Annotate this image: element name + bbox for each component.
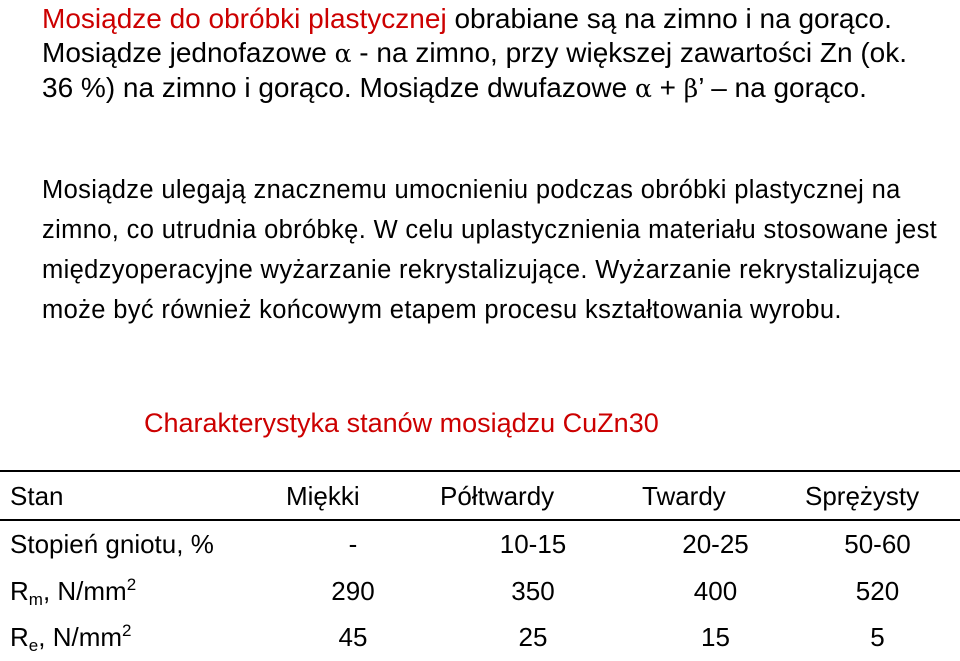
table-cell: 290 [331, 576, 375, 606]
table-cell: 5 [870, 622, 885, 652]
label-superscript: 2 [122, 621, 132, 640]
body-paragraph: Mosiądze ulegają znacznemu umocnieniu podczas obróbki plastycznej na zimno, co utrudnia obróbkę. W celu uplastycznienia materiału stosowane jest międzyoperacyjne wyżarzanie rekrystalizujące. Wyżarzanie rekrystalizujące może być również końcowym etapem procesu kształtowania wyrobu. [42, 176, 938, 324]
table-cell: 350 [511, 576, 555, 606]
beta-symbol: β [683, 74, 699, 103]
intro-text-1: obrabiane są na zimno i na gorąco. Mosiądze jednofazowe [42, 3, 892, 68]
table-cell: 25 [518, 622, 548, 652]
row-label-rm [10, 573, 136, 609]
table-cell: - [348, 529, 358, 559]
table-cell: 20-25 [682, 529, 749, 559]
label-main: R [10, 622, 29, 652]
intro-paragraph [42, 2, 942, 106]
alpha-symbol: α [334, 39, 352, 68]
intro-text-2: - na zimno, przy większej zawartości Zn (ok. 36 %) na zimno i gorąco. Mosiądze dwufazowe [42, 37, 908, 103]
alpha-symbol-2: α [634, 74, 652, 103]
label-subscript: m [28, 590, 43, 609]
table-cell: 50-60 [844, 529, 911, 559]
header-poltwardy: Półtwardy [440, 481, 555, 511]
table-cell: 15 [701, 622, 730, 652]
intro-text-4: ’ – na gorąco. [698, 72, 867, 103]
table-top-rule [0, 470, 960, 472]
label-unit: , N/mm [42, 576, 127, 606]
table-header-rule [0, 519, 960, 521]
label-superscript: 2 [126, 575, 137, 594]
header-stan: Stan [10, 481, 64, 511]
label-unit: , N/mm [38, 622, 123, 652]
header-twardy: Twardy [642, 481, 726, 511]
intro-highlight: Mosiądze do obróbki plastycznej [42, 3, 447, 34]
header-miekki: Miękki [286, 481, 360, 511]
label-main: R [10, 576, 29, 606]
label-subscript: e [28, 636, 39, 655]
row-label-stopien-gniotu: Stopień gniotu, % [10, 529, 214, 559]
table-cell: 400 [693, 576, 738, 606]
row-label-re [10, 619, 131, 655]
header-sprezysty: Sprężysty [805, 481, 920, 511]
table-cell: 45 [338, 622, 368, 652]
table-cell: 10-15 [499, 529, 567, 559]
table-cell: 520 [855, 576, 900, 606]
table-title: Charakterystyka stanów mosiądzu CuZn30 [144, 408, 659, 438]
intro-text-3: + [651, 72, 684, 103]
